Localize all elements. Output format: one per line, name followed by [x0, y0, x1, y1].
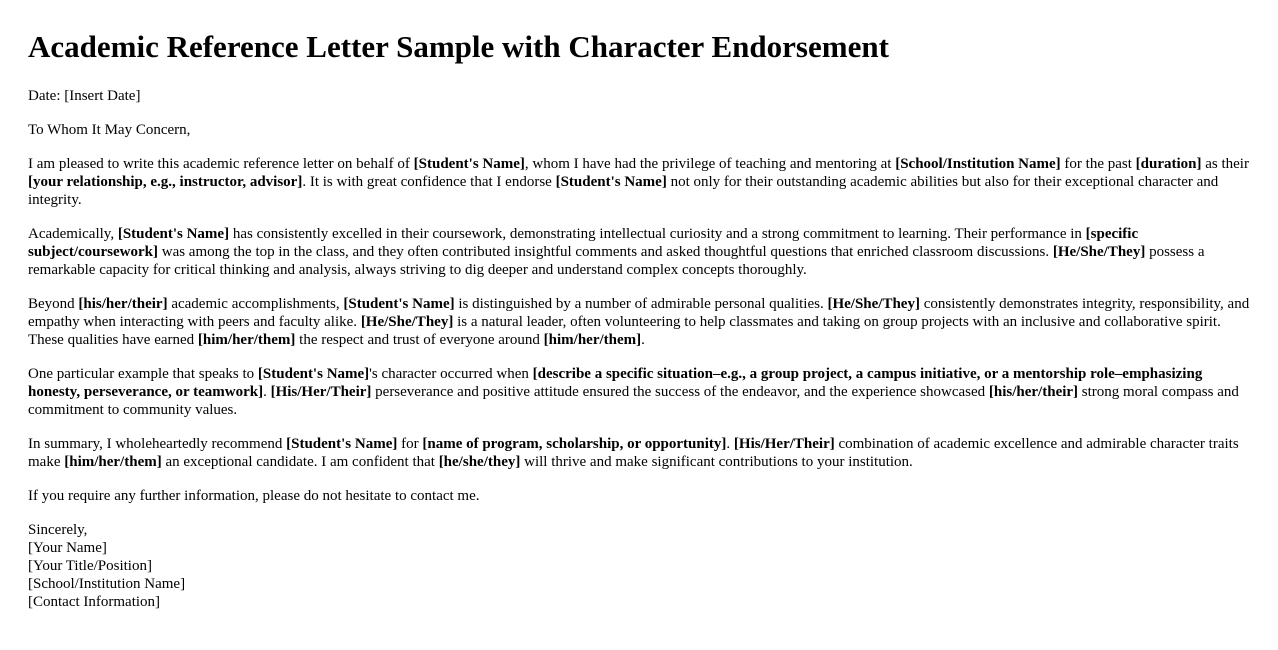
signature-block [28, 521, 1258, 611]
body-text: . It is with great confidence that I endorse [302, 174, 556, 190]
letter-salutation: To Whom It May Concern, [28, 122, 191, 138]
body-text: . [726, 436, 734, 452]
body-text: has consistently excelled in their coursework, demonstrating intellectual curiosity and a strong commitment to learning. Their performance in [229, 226, 1086, 242]
body-text: the respect and trust of everyone around [295, 332, 544, 348]
placeholder-text: [him/her/them] [197, 332, 296, 348]
placeholder-text: [duration] [1135, 156, 1202, 172]
placeholder-text: [Student's Name] [555, 174, 667, 190]
placeholder-text: [Student's Name] [343, 296, 455, 312]
closing-line: If you require any further information, please do not hesitate to contact me. [28, 488, 480, 504]
placeholder-text: [Student's Name] [286, 436, 398, 452]
body-text: perseverance and positive attitude ensured the success of the endeavor, and the experience showcased [371, 384, 989, 400]
body-text: possess a remarkable capacity for critical thinking and analysis, always striving to dig deeper and understand complex concepts thoroughly. [28, 244, 1205, 278]
valediction: Sincerely, [28, 522, 88, 538]
body-text: Academically, [28, 226, 118, 242]
body-text: , whom I have had the privilege of teaching and mentoring at [524, 156, 896, 172]
placeholder-text: [Student's Name] [413, 156, 525, 172]
placeholder-text: [describe a specific situation–e.g., a group project, a campus initiative, or a mentorship role–emphasizing honesty, perseverance, or teamwork] [28, 366, 1203, 400]
signer-name: [Your Name] [28, 540, 107, 556]
placeholder-text: [name of program, scholarship, or opportunity] [422, 436, 727, 452]
paragraph-academic [28, 225, 1258, 279]
placeholder-text: [he/she/they] [438, 454, 521, 470]
signer-position: [Your Title/Position] [28, 558, 152, 574]
placeholder-text: [Student's Name] [257, 366, 370, 382]
body-text: consistently demonstrates integrity, responsibility, and empathy when interacting with peers and faculty alike. [28, 296, 1250, 330]
body-text: as their [1201, 156, 1249, 172]
placeholder-text: [School/Institution Name] [895, 156, 1061, 172]
body-text: In summary, I wholeheartedly recommend [28, 436, 287, 452]
page-title: Academic Reference Letter Sample with Character Endorsement [28, 29, 889, 64]
placeholder-text: [He/She/They] [1052, 244, 1146, 260]
body-text: for the past [1060, 156, 1136, 172]
body-text: academic accomplishments, [167, 296, 344, 312]
body-text: is a natural leader, often volunteering to help classmates and taking on group projects with an inclusive and collaborative spirit. These qualities have earned [28, 314, 1221, 348]
letter-date: Date: [Insert Date] [28, 88, 141, 104]
placeholder-text: [him/her/them] [543, 332, 642, 348]
body-text: strong moral compass and commitment to community values. [28, 384, 1239, 418]
placeholder-text: [His/Her/Their] [733, 436, 835, 452]
paragraph-example [28, 365, 1258, 419]
body-text: Beyond [28, 296, 79, 312]
placeholder-text: [His/Her/Their] [270, 384, 372, 400]
signer-contact: [Contact Information] [28, 594, 161, 610]
body-text: an exceptional candidate. I am confident that [161, 454, 439, 470]
body-text: . [641, 332, 645, 348]
body-text: for [397, 436, 423, 452]
placeholder-text: [specific subject/coursework] [28, 226, 1139, 260]
body-text: was among the top in the class, and they often contributed insightful comments and asked thoughtful questions that enriched classroom discussions. [157, 244, 1053, 260]
body-text: not only for their outstanding academic abilities but also for their exceptional character and integrity. [28, 174, 1219, 208]
paragraph-character [28, 295, 1258, 349]
body-text: I am pleased to write this academic reference letter on behalf of [28, 156, 414, 172]
placeholder-text: [his/her/their] [988, 384, 1079, 400]
body-text: combination of academic excellence and admirable character traits make [28, 436, 1239, 470]
signer-institution: [School/Institution Name] [28, 576, 186, 592]
placeholder-text: [his/her/their] [78, 296, 168, 312]
body-text: will thrive and make significant contributions to your institution. [520, 454, 913, 470]
placeholder-text: [Student's Name] [117, 226, 230, 242]
placeholder-text: [He/She/They] [360, 314, 454, 330]
placeholder-text: [He/She/They] [827, 296, 920, 312]
body-text: . [263, 384, 271, 400]
paragraph-summary [28, 435, 1258, 471]
placeholder-text: [him/her/them] [64, 454, 162, 470]
body-text: is distinguished by a number of admirable personal qualities. [454, 296, 828, 312]
body-text: One particular example that speaks to [28, 366, 258, 382]
paragraph-introduction [28, 155, 1258, 209]
placeholder-text: [your relationship, e.g., instructor, advisor] [28, 174, 303, 190]
body-text: 's character occurred when [369, 366, 533, 382]
